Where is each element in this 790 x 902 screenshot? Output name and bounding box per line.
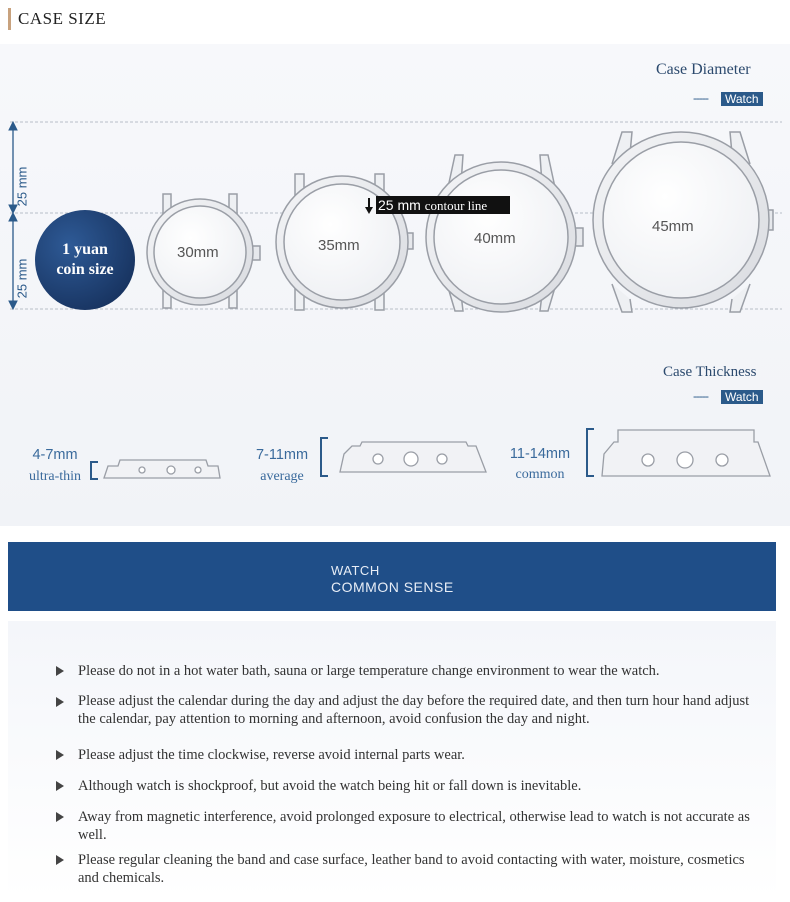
thickness-range-average: 7-11mm (255, 447, 309, 463)
coin-label-line1: 1 yuan (62, 241, 108, 258)
contour-suffix: contour line (424, 198, 488, 213)
dash-prefix: ----- (693, 91, 708, 105)
dash-prefix-2: ----- (693, 389, 708, 403)
common-sense-title (331, 563, 454, 595)
bullet-arrow-icon (56, 812, 64, 822)
thickness-name-average: average (260, 469, 304, 484)
size-label-30: 30mm (177, 244, 219, 261)
watch-tag-2: Watch (721, 390, 763, 404)
case-thickness-title: Case Thickness (663, 364, 757, 380)
scale-top-label: 25 mm (14, 166, 30, 207)
page-title: CASE SIZE (18, 9, 107, 28)
case-diameter-title: Case Diameter (656, 61, 751, 78)
contour-size: 25 mm (378, 197, 421, 213)
scale-bottom-label: 25 mm (14, 258, 30, 299)
common-sense-line1: WATCH (331, 563, 380, 578)
contour-label (378, 197, 487, 214)
tip-item: Please adjust the time clockwise, reverse avoid internal parts wear. (78, 747, 465, 763)
tip-item: Please regular cleaning the band and case surface, leather band to avoid contacting with water, moisture, cosmetics and chemicals. (78, 852, 745, 886)
scale-top-label-wrap (14, 152, 36, 222)
case-diameter-diagram (0, 44, 790, 524)
bullet-arrow-icon (56, 781, 64, 791)
tip-item: Away from magnetic interference, avoid prolonged exposure to electrical, otherwise lead to watch is not accurate as well. (78, 809, 750, 843)
section-header (0, 0, 790, 44)
coin-label-line2: coin size (56, 261, 114, 278)
tip-item: Please adjust the calendar during the day and adjust the day before the required date, and then turn hour hand adjust the calendar, pay attention to morning and afternoon, avoid confusion the day and night. (78, 693, 750, 727)
bullet-arrow-icon (56, 855, 64, 865)
thickness-name-ultra-thin: ultra-thin (28, 469, 82, 484)
size-label-40: 40mm (474, 230, 516, 247)
bullet-arrow-icon (56, 666, 64, 676)
tip-item: Although watch is shockproof, but avoid the watch being hit or fall down is inevitable. (78, 778, 582, 794)
watch-tag: Watch (721, 92, 763, 106)
header-accent-bar (8, 8, 11, 30)
size-label-35: 35mm (318, 237, 360, 254)
thickness-range-ultra-thin: 4-7mm (32, 447, 78, 463)
tip-item: Please do not in a hot water bath, sauna or large temperature change environment to wear the watch. (78, 663, 660, 679)
bullet-arrow-icon (56, 750, 64, 760)
common-sense-line2: COMMON SENSE (331, 579, 454, 595)
size-label-45: 45mm (652, 218, 694, 235)
bullet-arrow-icon (56, 697, 64, 707)
thickness-diagram (91, 429, 770, 479)
thickness-name-common: common (515, 467, 565, 482)
thickness-range-common: 11-14mm (509, 446, 571, 462)
scale-bottom-label-wrap (14, 244, 36, 314)
coin-label (35, 240, 135, 280)
